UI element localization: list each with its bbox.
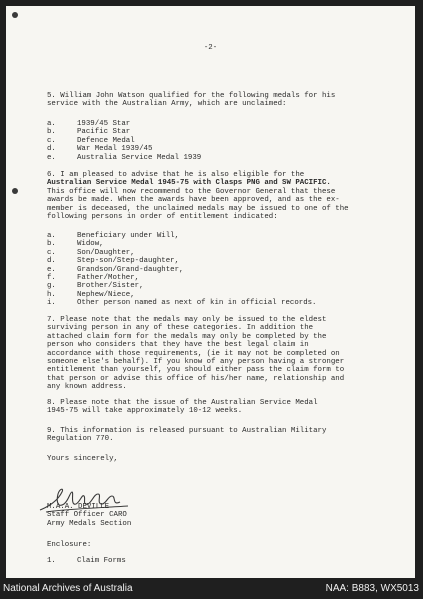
document-page: [6, 6, 415, 578]
letter-body: [6, 6, 415, 578]
paragraph-9: [47, 427, 402, 444]
paragraph-line: entitlement than yourself, you should either pass the claim form to: [47, 366, 345, 375]
paragraph-line: that person or advise this office of his/her name, relationship and: [47, 374, 345, 383]
paragraph-line: 7. Please note that the medals may only be issued to the eldest: [47, 316, 327, 324]
paragraph-line: 8. Please note that the issue of the Australian Service Medal: [47, 399, 318, 407]
signatory-name: M.A.A. DEVILLE: [47, 503, 110, 511]
paragraph-line: This office will now recommend to the Governor General that these: [47, 187, 336, 196]
paragraph-line: attached claim form for the medals may only be completed by the: [47, 332, 327, 341]
paragraph-line: 6. I am pleased to advise that he is also eligible for the: [47, 171, 305, 179]
paragraph-line: accordance with those requirements, (ie it may not be completed on: [47, 349, 340, 358]
paragraph-line: 5. William John Watson qualified for the following medals for his: [47, 92, 336, 100]
paragraph-5: [47, 92, 402, 109]
archive-reference: NAA: B883, WX5013: [325, 583, 419, 594]
list-item: e. Australia Service Medal 1939: [47, 153, 202, 162]
list-item: b. Pacific Star: [47, 128, 131, 137]
list-item: d. War Medal 1939/45: [47, 145, 153, 154]
list-item: e. Grandson/Grand-daughter,: [47, 265, 184, 274]
paragraph-line: service with the Australian Army, which are unclaimed:: [47, 100, 287, 109]
paragraph-line: Regulation 770.: [47, 435, 114, 444]
paragraph-line: someone else's behalf). If you know of any person having a stronger: [47, 358, 345, 367]
archive-footer: [0, 578, 423, 599]
list-item: a. Beneficiary under Will,: [47, 232, 180, 240]
paragraph-line: 9. This information is released pursuant to Australian Military: [47, 427, 327, 435]
list-item: d. Step-son/Step-daughter,: [47, 257, 180, 266]
paragraph-line: awards be made. When the awards have been approved, and as the ex-: [47, 196, 340, 205]
signatory-title: Staff Officer CARO: [47, 511, 127, 520]
archive-name: National Archives of Australia: [3, 583, 133, 594]
paragraph-line: member is deceased, the unclaimed medals may be issued to one of the: [47, 204, 349, 213]
paragraph-6: [47, 171, 402, 221]
page-number: -2-: [203, 44, 218, 52]
list-item: i. Other person named as next of kin in official records.: [47, 299, 317, 308]
list-item: f. Father/Mother,: [47, 273, 140, 282]
enclosure-item: 1. Claim Forms: [47, 557, 126, 565]
paragraph-8: [47, 399, 402, 416]
list-item: b. Widow,: [47, 240, 104, 249]
signature-block: [47, 503, 131, 528]
entitlement-list: [47, 232, 402, 308]
signatory-unit: Army Medals Section: [47, 519, 132, 528]
medals-list: [47, 120, 402, 162]
enclosure-heading: Enclosure:: [47, 541, 92, 549]
paragraph-line: 1945-75 will take approximately 10-12 weeks.: [47, 407, 243, 416]
paragraph-line: any known address.: [47, 383, 127, 392]
paragraph-line: following persons in order of entitlement indicated:: [47, 213, 278, 222]
closing: Yours sincerely,: [47, 455, 118, 463]
list-item: c. Defence Medal: [47, 136, 135, 145]
medal-eligibility: Australian Service Medal 1945-75 with Clasps PNG and SW PACIFIC.: [47, 179, 331, 188]
paragraph-line: person who considers that they have the best legal claim in: [47, 341, 309, 350]
paragraph-line: surviving person in any of these categories. In addition the: [47, 324, 314, 333]
paragraph-7: [47, 316, 402, 392]
list-item: g. Brother/Sister,: [47, 282, 144, 291]
list-item: c. Son/Daughter,: [47, 248, 135, 257]
list-item: h. Nephew/Niece,: [47, 290, 135, 299]
list-item: a. 1939/45 Star: [47, 120, 131, 128]
